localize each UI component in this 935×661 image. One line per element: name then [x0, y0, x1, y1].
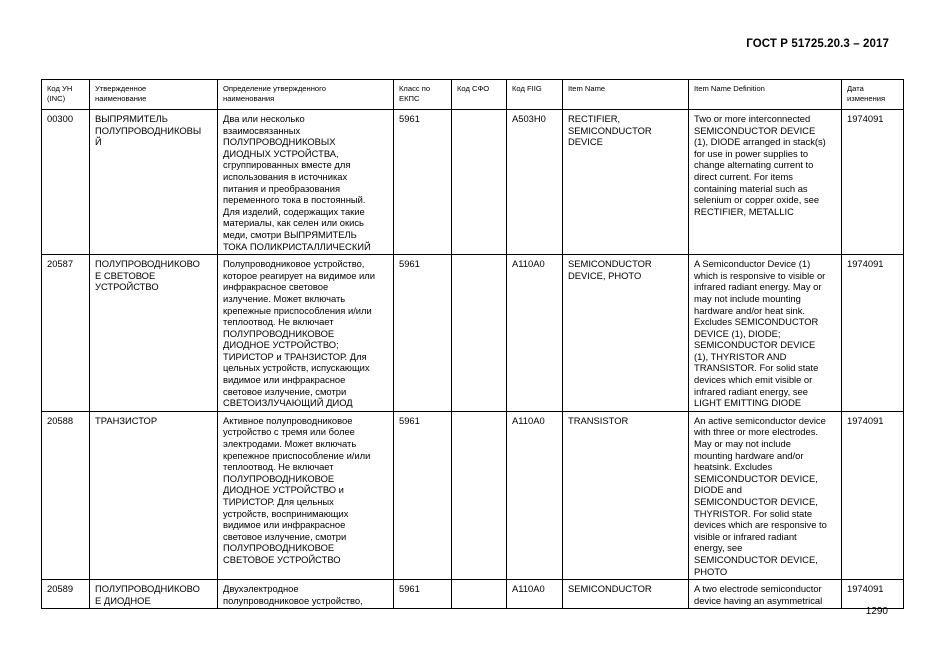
col-header-inc-code: Код УН (INC): [42, 80, 90, 110]
page-number: 1290: [865, 606, 888, 617]
cell-ekps-class: 5961: [394, 255, 452, 412]
cell-inc-code: 20589: [42, 580, 90, 609]
cell-approved-name: ПОЛУПРОВОДНИКОВО Е ДИОДНОЕ: [90, 580, 218, 609]
cell-change-date: 1974091: [842, 580, 904, 609]
cell-item-name-definition: An active semiconductor device with three or more electrodes. May or may not include mounting hardware and/or heatsink. Excludes SEMICONDUCTOR DEVICE, DIODE and SEMICONDUCTOR DEVICE, THYRISTOR. For solid state devices which are responsive to visible or infrared radiant energy, see SEMICONDUCTOR DEVICE, PHOTO: [689, 411, 842, 579]
cell-inc-code: 20588: [42, 411, 90, 579]
cell-fiig-code: A110A0: [507, 580, 563, 609]
col-header-sfo-code: Код СФО: [452, 80, 507, 110]
cell-ekps-class: 5961: [394, 411, 452, 579]
cell-item-name: TRANSISTOR: [563, 411, 689, 579]
cell-sfo-code: [452, 580, 507, 609]
table-row: [42, 411, 904, 579]
cell-approved-name-definition: Активное полупроводниковое устройство с тремя или более электродами. Может включать крепежное приспособление и/или теплоотвод. Не включает ПОЛУПРОВОДНИКОВОЕ ДИОДНОЕ УСТРОЙСТВО и ТИРИСТОР. Для цельных устройств, воспринимающих видимое или инфракрасное световое излучение, смотри ПОЛУПРОВОДНИКОВОЕ СВЕТОВОЕ УСТРОЙСТВО: [218, 411, 394, 579]
cell-sfo-code: [452, 110, 507, 255]
table-row: [42, 110, 904, 255]
cell-item-name: RECTIFIER, SEMICONDUCTOR DEVICE: [563, 110, 689, 255]
cell-item-name-definition: A two electrode semiconductor device having an asymmetrical: [689, 580, 842, 609]
cell-approved-name: ПОЛУПРОВОДНИКОВО Е СВЕТОВОЕ УСТРОЙСТВО: [90, 255, 218, 412]
document-standard-number: ГОСТ Р 51725.20.3 – 2017: [746, 38, 889, 50]
cell-approved-name-definition: Два или несколько взаимосвязанных ПОЛУПРОВОДНИКОВЫХ ДИОДНЫХ УСТРОЙСТВА, сгруппированных вместе для использования в источниках питания и преобразования переменного тока в постоянный. Для изделий, содержащих такие материалы, как селен или окись меди, смотри ВЫПРЯМИТЕЛЬ ТОКА ПОЛИКРИСТАЛЛИЧЕСКИЙ: [218, 110, 394, 255]
cell-approved-name: ТРАНЗИСТОР: [90, 411, 218, 579]
col-header-item-name-definition: Item Name Definition: [689, 80, 842, 110]
cell-item-name: SEMICONDUCTOR: [563, 580, 689, 609]
cell-fiig-code: A110A0: [507, 255, 563, 412]
cell-inc-code: 20587: [42, 255, 90, 412]
cell-approved-name: ВЫПРЯМИТЕЛЬ ПОЛУПРОВОДНИКОВЫ Й: [90, 110, 218, 255]
cell-sfo-code: [452, 411, 507, 579]
cell-approved-name-definition: Двухэлектродное полупроводниковое устройство,: [218, 580, 394, 609]
catalog-table: [41, 79, 904, 609]
cell-fiig-code: A110A0: [507, 411, 563, 579]
table-row: [42, 255, 904, 412]
cell-ekps-class: 5961: [394, 580, 452, 609]
col-header-item-name: Item Name: [563, 80, 689, 110]
col-header-fiig-code: Код FIIG: [507, 80, 563, 110]
cell-approved-name-definition: Полупроводниковое устройство, которое реагирует на видимое или инфракрасное световое излучение. Может включать крепежные приспособления и/или теплоотвод. Не включает ПОЛУПРОВОДНИКОВОЕ ДИОДНОЕ УСТРОЙСТВО; ТИРИСТОР и ТРАНЗИСТОР. Для цельных устройств, испускающих видимое или инфракрасное световое излучение, смотри СВЕТОИЗЛУЧАЮЩИЙ ДИОД: [218, 255, 394, 412]
cell-change-date: 1974091: [842, 411, 904, 579]
cell-change-date: 1974091: [842, 110, 904, 255]
table-header-row: [42, 80, 904, 110]
col-header-approved-name: Утвержденное наименование: [90, 80, 218, 110]
col-header-ekps-class: Класс по ЕКПС: [394, 80, 452, 110]
col-header-approved-name-definition: Определение утвержденного наименования: [218, 80, 394, 110]
cell-item-name: SEMICONDUCTOR DEVICE, PHOTO: [563, 255, 689, 412]
table-row: [42, 580, 904, 609]
cell-sfo-code: [452, 255, 507, 412]
col-header-change-date: Дата изменения: [842, 80, 904, 110]
cell-inc-code: 00300: [42, 110, 90, 255]
cell-change-date: 1974091: [842, 255, 904, 412]
cell-item-name-definition: Two or more interconnected SEMICONDUCTOR DEVICE (1), DIODE arranged in stack(s) for use in power supplies to change alternating current to direct current. For items containing material such as selenium or copper oxide, see RECTIFIER, METALLIC: [689, 110, 842, 255]
cell-item-name-definition: A Semiconductor Device (1) which is responsive to visible or infrared radiant energy. May or may not include mounting hardware and/or heat sink. Excludes SEMICONDUCTOR DEVICE (1), DIODE; SEMICONDUCTOR DEVICE (1), THYRISTOR AND TRANSISTOR. For solid state devices which emit visible or infrared radiant energy, see LIGHT EMITTING DIODE: [689, 255, 842, 412]
cell-fiig-code: A503H0: [507, 110, 563, 255]
cell-ekps-class: 5961: [394, 110, 452, 255]
